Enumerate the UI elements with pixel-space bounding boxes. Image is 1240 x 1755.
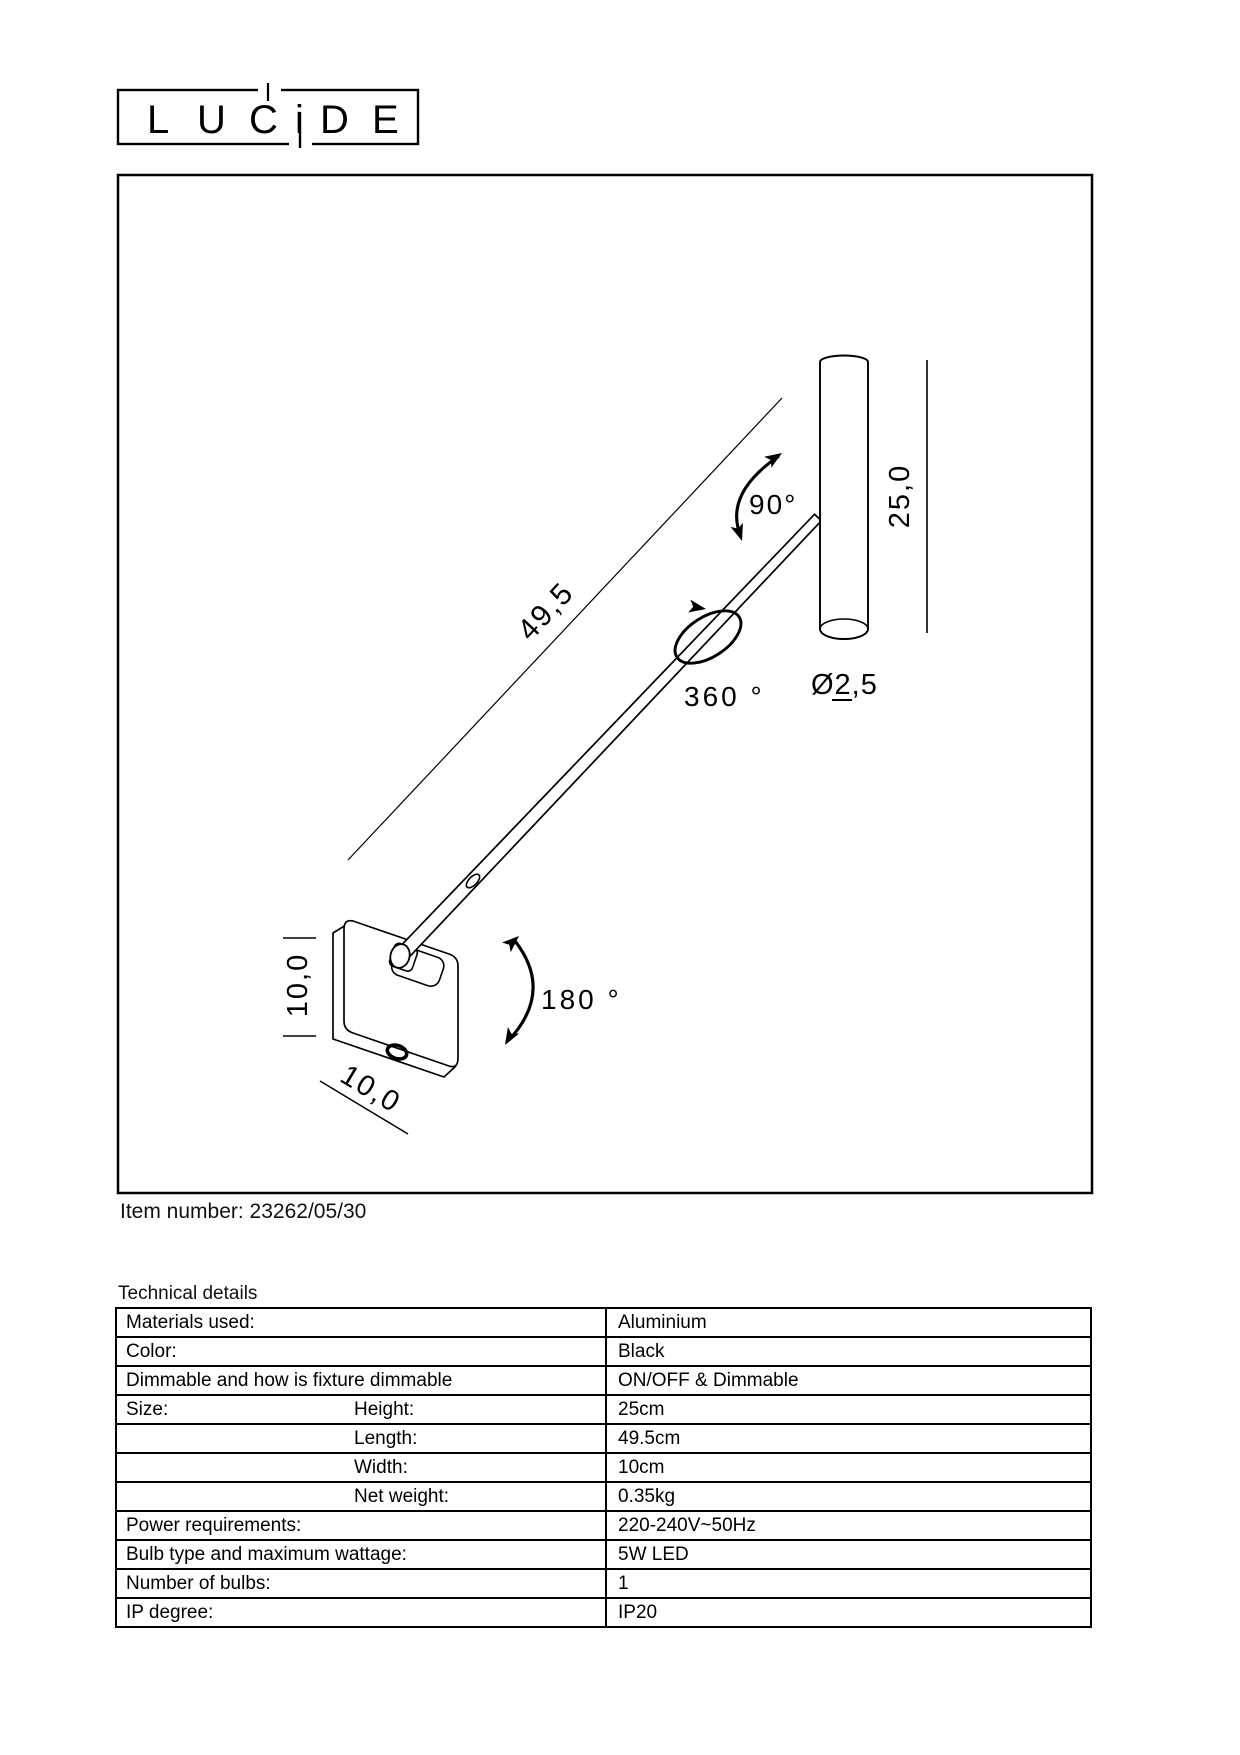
arc-arm-swivel bbox=[509, 941, 533, 1040]
dim-base-width bbox=[320, 1059, 408, 1134]
angle-arm-swivel bbox=[499, 931, 621, 1048]
dim-head-diameter bbox=[811, 669, 878, 701]
dim-label-base-height: 10,0 bbox=[282, 952, 314, 1018]
logo-letter-e: E bbox=[372, 98, 399, 142]
row-label: Materials used: bbox=[126, 1312, 255, 1333]
row-value: 1 bbox=[605, 1570, 1090, 1597]
wall-mount-base bbox=[333, 921, 458, 1077]
row-label: Color: bbox=[126, 1341, 177, 1362]
row-value: 25cm bbox=[605, 1396, 1090, 1423]
dim-label-head-diameter: Ø2,5 bbox=[811, 669, 878, 701]
dim-label-base-width: 10,0 bbox=[334, 1058, 407, 1120]
angle-label-head-tilt: 90° bbox=[749, 489, 798, 520]
row-value: Black bbox=[605, 1338, 1090, 1365]
angle-head-tilt bbox=[731, 448, 798, 543]
drawing-frame bbox=[118, 175, 1092, 1193]
row-sublabel: Net weight: bbox=[354, 1486, 450, 1507]
dim-head-length bbox=[884, 360, 927, 633]
row-label: Dimmable and how is fixture dimmable bbox=[126, 1370, 453, 1391]
row-value: 220-240V~50Hz bbox=[605, 1512, 1090, 1539]
logo-letter-d: D bbox=[320, 98, 349, 142]
row-label: Size: bbox=[126, 1399, 169, 1420]
row-label: Bulb type and maximum wattage: bbox=[126, 1544, 407, 1565]
row-label: Power requirements: bbox=[126, 1515, 302, 1536]
table-row bbox=[117, 1599, 1090, 1626]
dim-label-head-length: 25,0 bbox=[884, 463, 916, 529]
logo-letter-l: L bbox=[147, 98, 170, 142]
table-row bbox=[117, 1425, 1090, 1454]
row-value: 49.5cm bbox=[605, 1425, 1090, 1452]
table-row bbox=[117, 1541, 1090, 1570]
table-row bbox=[117, 1570, 1090, 1599]
spec-table bbox=[115, 1307, 1092, 1628]
logo-letter-c: C bbox=[249, 98, 278, 142]
dim-base-height bbox=[282, 938, 316, 1036]
row-sublabel: Height: bbox=[354, 1399, 415, 1420]
row-value: 5W LED bbox=[605, 1541, 1090, 1568]
logo-letter-i: i bbox=[295, 98, 304, 142]
table-row bbox=[117, 1396, 1090, 1425]
table-row bbox=[117, 1512, 1090, 1541]
dim-label-arm-length: 49,5 bbox=[511, 575, 581, 648]
table-row bbox=[117, 1338, 1090, 1367]
table-row bbox=[117, 1309, 1090, 1338]
row-value: ON/OFF & Dimmable bbox=[605, 1367, 1090, 1394]
lucide-logo bbox=[118, 83, 418, 150]
item-number: Item number: 23262/05/30 bbox=[120, 1200, 367, 1223]
logo-border-gap-top bbox=[258, 84, 281, 95]
row-label: Number of bulbs: bbox=[126, 1573, 271, 1594]
lamp-head bbox=[820, 356, 868, 639]
row-value: Aluminium bbox=[605, 1309, 1090, 1336]
table-row bbox=[117, 1367, 1090, 1396]
lamp-arm bbox=[388, 514, 822, 970]
table-row bbox=[117, 1454, 1090, 1483]
technical-details-heading: Technical details bbox=[118, 1283, 258, 1304]
arrowhead-rotation bbox=[688, 600, 707, 616]
row-value: 10cm bbox=[605, 1454, 1090, 1481]
angle-label-arm-swivel: 180 ° bbox=[541, 984, 622, 1015]
logo-letter-u: U bbox=[197, 98, 226, 142]
table-row bbox=[117, 1483, 1090, 1512]
row-value: 0.35kg bbox=[605, 1483, 1090, 1510]
angle-label-arm-rotation: 360 ° bbox=[684, 681, 765, 712]
row-value: IP20 bbox=[605, 1599, 1090, 1626]
arrowhead-tilt-down bbox=[731, 523, 749, 543]
head-cylinder bbox=[820, 356, 868, 639]
row-sublabel: Width: bbox=[354, 1457, 408, 1478]
row-sublabel: Length: bbox=[354, 1428, 418, 1449]
row-label: IP degree: bbox=[126, 1602, 214, 1623]
